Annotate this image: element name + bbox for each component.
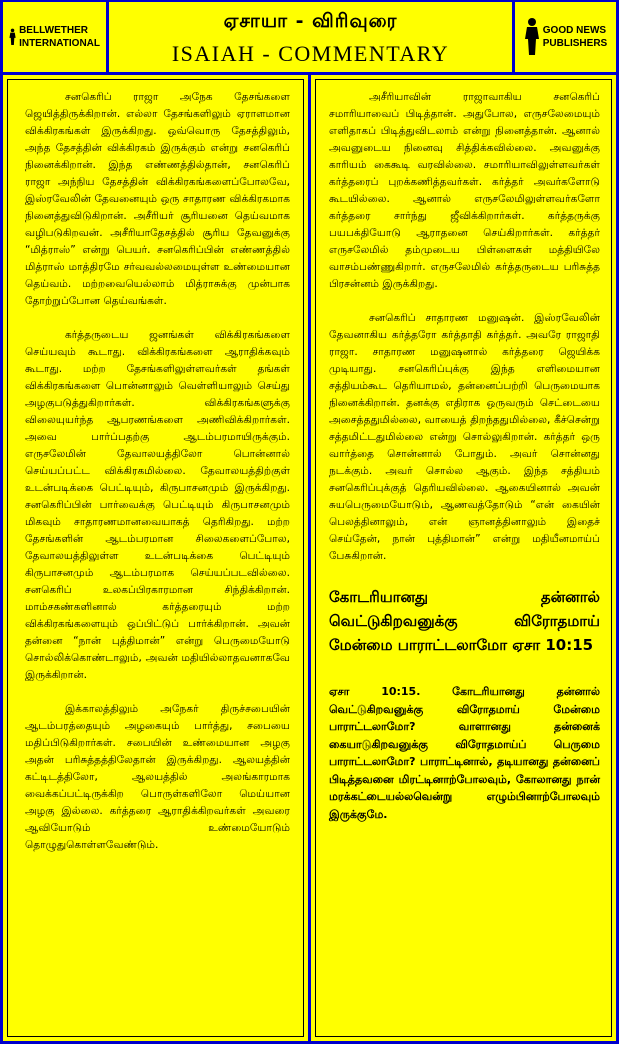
paragraph: இக்காலத்திலும் அநேகர் திருச்சபையின் ஆடம்பரத்தையும் அழகையும் பார்த்து, சபையை மதிப்பிடுகிறார்கள். சபையின் உண்மையான அழகு அதன் பரிசுத்தத்திலேதான் இருக்கிறது. ஆலயத்தின் கட்டிடத்திலோ, ஆலயத்தில் அலங்காரமாக வைக்கப்பட்டிருக்கிற பொருள்களிலோ மெய்யான அழகு இல்லை. கர்த்தரை ஆராதிக்கிறவர்கள் அவரை ஆவியோடும் உண்மையோடும் தொழுதுகொள்ளவேண்டும். [25, 703, 290, 851]
figure-icon [524, 17, 540, 57]
bellwether-logo [3, 2, 106, 72]
left-column [3, 75, 308, 1041]
good-news-logo [515, 2, 616, 72]
title-english: ISAIAH - COMMENTARY [171, 41, 450, 66]
paragraph: அசீரியாவின் ராஜாவாகிய சனகெரிப் சமாரியாவைப் பிடித்தான். அதுபோல, எருசலேமையும் எளிதாகப் பிடித்துவிடலாம் என்று நினைத்தான். ஆனால் அவனுடைய நினைவு சித்திக்கவில்லை. அவனுக்கு காரியம் கைகூடி வரவில்லை. சமாரியாவிலுள்ளவர்கள் கர்த்தரைப் புறக்கணித்தவர்கள். கர்த்தர் அவர்களோடு கூடயில்லை. ஆனால் எருசலேமிலுள்ளவர்களோ கர்த்தரை சார்ந்து ஜீவிக்கிறார்கள். கர்த்தருக்கு பயபக்தியோடு ஆராதனை செய்கிறார்கள். கர்த்தர் எருசலேமில் தம்முடைய பிள்ளைகள் மத்தியிலே வாசம்பண்ணுகிறார். எருசலேமில் கர்த்தருடைய பரிசுத்த பிரசன்னம் இருக்கிறது. [329, 91, 600, 290]
good-news-logo-text: GOOD NEWS PUBLISHERS [542, 25, 608, 49]
title-tamil: ஏசாயா - விரிவுரை [223, 10, 398, 32]
verse-paragraph: ஏசா 10:15. கோடரியானது தன்னால் வெட்டுகிறவனுக்கு விரோதமாய் மேன்மை பாராட்டலாமோ? வாளானது தன்னைக் கையாடுகிறவனுக்கு விரோதமாய்ப் பெருமை பாராட்டலாமோ? பாராட்டினால், தடியானது தன்னைப் பிடித்தவனை மிரட்டினாற்போலவும், கோலானது நான் மரக்கட்டையல்லவென்று எழும்பினாற்போலவும் இருக்குமே. [329, 685, 600, 821]
right-column [311, 75, 616, 1041]
figure-icon [9, 17, 16, 57]
bellwether-logo-text: BELLWETHER INTERNATIONAL [19, 25, 100, 49]
paragraph: சனகெரிப் சாதாரண மனுஷன். இஸ்ரவேலின் தேவனாகிய கர்த்தரோ கர்த்தாதி கர்த்தர். அவரே ராஜாதி ராஜா. சாதாரண மனுஷனால் கர்த்தரை ஜெயிக்க முடியாது. சனகெரிப்புக்கு இந்த எளிமையான சத்தியம்கூட தெரியாமல், தன்னைப்பற்றி பெருமையாக நினைக்கிறான். தனக்கு எதிராக ஒருவரும் செட்டையை அசைத்ததுமில்லை, வாயைத் திறந்ததுமில்லை, கீச்சென்று சத்தமிட்டதுமில்லை என்று சொல்லுகிறான். கர்த்தர் ஒரு வார்த்தை சொன்னால் போதும். அவர் சொன்னது நடக்கும். அவர் சொல்ல ஆகும். இந்த சத்தியம் சனகெரிப்புக்குத் தெரியவில்லை. ஆகையினால் அவன் சுயபெருமையோடும், ஆணவத்தோடும் “என் கையின் பெலத்தினாலும், என் ஞானத்தினாலும் இதைச் செய்தேன், நான் புத்திமான்” என்று மதியீனமாய்ப் பேசுகிறான். [329, 312, 600, 562]
paragraph: கர்த்தருடைய ஜனங்கள் விக்கிரகங்களை செய்யவும் கூடாது. விக்கிரகங்களை ஆராதிக்கவும் கூடாது. மற்ற தேசங்களிலுள்ளவர்கள் தங்கள் விக்கிரகங்களை பொன்னாலும் வெள்ளியாலும் செய்து அழகுபடுத்துகிறார்கள். விக்கிரகங்களுக்கு விலையுயர்ந்த ஆபரணங்களை அணிவிக்கிறார்கள். அவை பார்ப்பதற்கு ஆடம்பரமாயிருக்கும். எருசலேமின் தேவாலயத்திலோ பொன்னால் செய்யப்பட்ட விக்கிரகமில்லை. தேவாலயத்திற்குள் உடன்படிக்கை பெட்டியும், கிருபாசனமும் இருக்கிறது. சனகெரிப்பின் பார்வைக்கு பெட்டியும் கிருபாசனமும் மிகவும் சாதாரணமானவையாகத் தெரிகிறது. மற்ற தேசங்களின் ஆடம்பரமான சிலைகளைப்போல, தேவாலயத்திலுள்ள உடன்படிக்கை பெட்டியும் கிருபாசனமும் ஆடம்பரமாக செய்யப்படவில்லை. சனகெரிப் உலகப்பிரகாரமான சிந்திக்கிறான். மாம்சகண்களினால் கர்த்தரையும் மற்ற விக்கிரகங்களையும் ஒப்பிட்டுப் பார்க்கிறான். அவன் தன்னை “நான் புத்திமான்” என்று பெருமையோடு சொல்லிக்கொண்டாலும், அவன் மதியில்லாதவனாகவே இருக்கிறான். [25, 329, 290, 681]
section-heading: கோடரியானது தன்னால் வெட்டுகிறவனுக்கு விரோதமாய் மேன்மை பாராட்டலாமோ ஏசா 10:15 [329, 588, 600, 654]
title-banner [109, 2, 512, 72]
paragraph: சனகெரிப் ராஜா அநேக தேசங்களை ஜெயித்திருக்கிறான். எல்லா தேசங்களிலும் ஏராளமான விக்கிரகங்கள் இருக்கிறது. ஒவ்வொரு தேசத்திலும், அந்த தேசத்தின் விக்கிரகம் இருக்கும் என்று சனகெரிப் நினைக்கிறான். இந்த எண்ணத்தில்தான், சனகெரிப் ராஜா அந்நிய தேசத்தின் விக்கிரகங்களைப்போலவே, இஸ்ரவேலின் தேவனையும் ஒரு சாதாரண விக்கிரகமாக நினைத்துவிடுகிறான். அசீரியர் சூரியனை தெய்வமாக வழிபடுகிறவன். அசீரியாதேசத்தில் சூரிய தேவனுக்கு “மித்ராஸ்” என்று பெயர். சனகெரிப்பின் எண்ணத்தில் மித்ராஸ் மாத்திரமே சர்வவல்லமையுள்ள உண்மையான தெய்வம். மற்றவையெல்லாம் மித்ராசுக்கு முன்பாக தோற்றுப்போன தெய்வங்கள். [25, 91, 290, 307]
